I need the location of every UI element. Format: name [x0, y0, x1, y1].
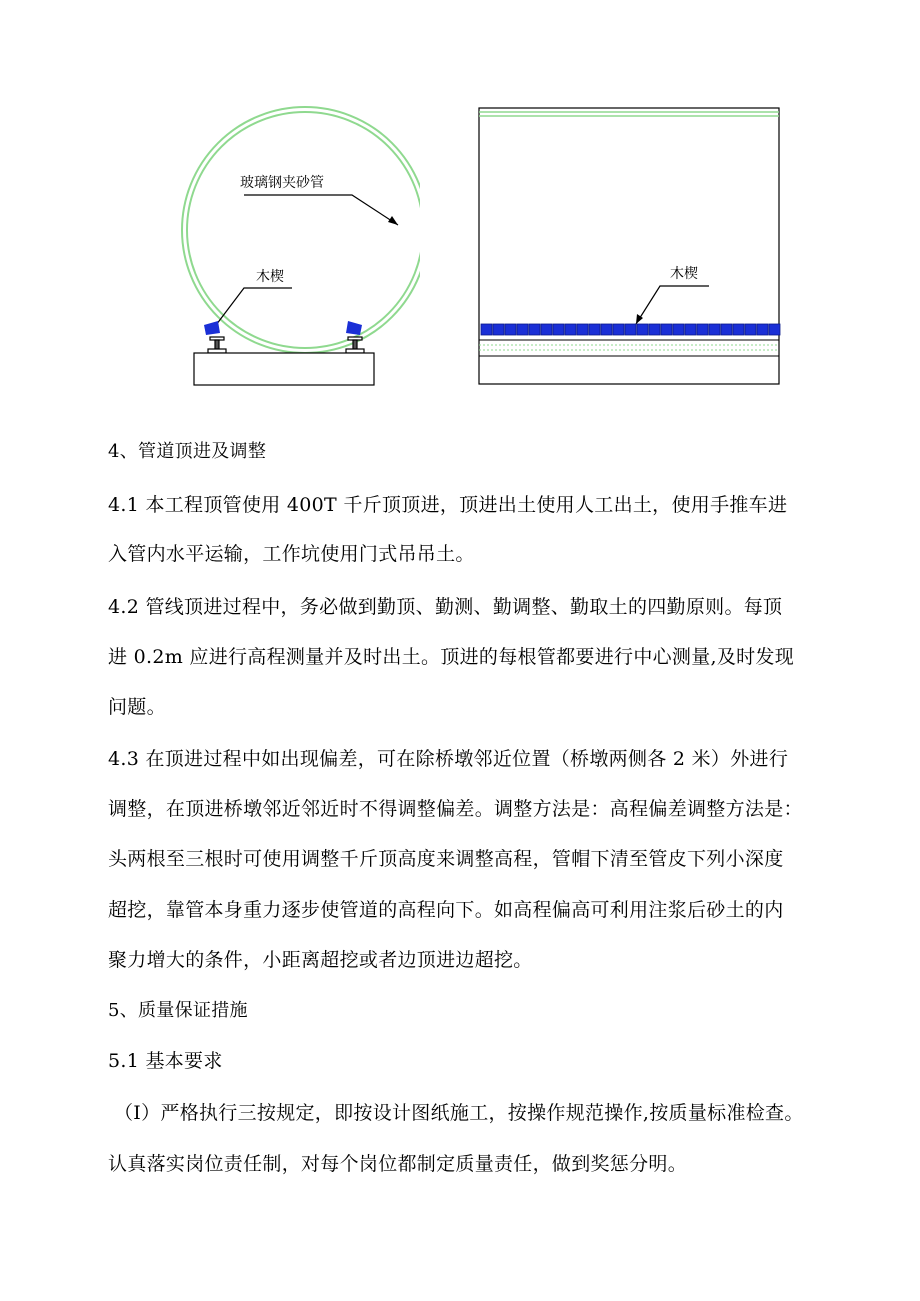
pipe-cross-section-figure: [180, 85, 420, 395]
wedge-block: [553, 324, 564, 335]
wedge-leader-line-right: [636, 286, 709, 324]
para-4-3-line-3: 头两根至三根时可使用调整千斤顶高度来调整高程，管帽下清至管皮下列小深度: [108, 848, 784, 870]
wedge-block: [505, 324, 516, 335]
rail-left: [208, 337, 226, 353]
para-4-2-line-2: 进 0.2m 应进行高程测量并及时出土。顶进的每根管都要进行中心测量,及时发现: [108, 646, 795, 668]
wedge-block: [757, 324, 768, 335]
wedge-block: [661, 324, 672, 335]
wedge-block: [709, 324, 720, 335]
wedge-block: [577, 324, 588, 335]
wedge-label-right: 木楔: [670, 266, 698, 282]
wedge-block: [601, 324, 612, 335]
para-4-3-line-5: 聚力增大的条件，小距离超挖或者边顶进边超挖。: [108, 949, 533, 971]
para-4-2-line-3: 问题。: [108, 696, 166, 718]
wedge-block: [685, 324, 696, 335]
wedge-block: [721, 324, 732, 335]
wedge-block: [625, 324, 636, 335]
wedge-block: [589, 324, 600, 335]
wedge-block: [565, 324, 576, 335]
para-4-2-line-1: 4.2 管线顶进过程中，务必做到勤顶、勤测、勤调整、勤取土的四勤原则。每顶: [108, 596, 783, 618]
para-4-3-line-1: 4.3 在顶进过程中如出现偏差，可在除桥墩邻近位置（桥墩两侧各 2 米）外进行: [108, 748, 789, 770]
para-4-1-line-2: 入管内水平运输，工作坑使用门式吊吊土。: [108, 543, 475, 565]
frame: [479, 108, 779, 384]
wedge-block: [493, 324, 504, 335]
section-5-1-heading: 5.1 基本要求: [108, 1050, 223, 1072]
pipe-label: 玻璃钢夹砂管: [240, 175, 324, 191]
wedge-block: [481, 324, 492, 335]
wedge-block: [541, 324, 552, 335]
wedge-block: [529, 324, 540, 335]
para-5-1-line-1: （I）严格执行三按规定，即按设计图纸施工，按操作规范操作,按质量标准检查。: [114, 1102, 804, 1124]
wedge-row: [481, 324, 780, 335]
para-4-3-line-2: 调整，在顶进桥墩邻近邻近时不得调整偏差。调整方法是：高程偏差调整方法是：: [108, 798, 803, 820]
wedge-block: [769, 324, 780, 335]
pipe-leader-line: [244, 195, 398, 225]
wedge-block: [673, 324, 684, 335]
wedge-block: [697, 324, 708, 335]
wedge-block: [637, 324, 648, 335]
section-5-heading: 5、质量保证措施: [108, 1000, 248, 1021]
section-4-heading: 4、管道顶进及调整: [108, 441, 267, 462]
pipe-leader-arrow: [388, 216, 398, 225]
pipe-longitudinal-figure: [474, 100, 784, 390]
wedge-block: [613, 324, 624, 335]
wedge-block: [517, 324, 528, 335]
wedge-leader-line-left: [210, 288, 292, 333]
wedge-left: [204, 321, 220, 335]
wedge-block: [649, 324, 660, 335]
para-5-1-line-2: 认真落实岗位责任制，对每个岗位都制定质量责任，做到奖惩分明。: [108, 1153, 688, 1175]
wedge-right: [346, 321, 362, 335]
para-4-1-line-1: 4.1 本工程顶管使用 400T 千斤顶顶进，顶进出土使用人工出土，使用手推车进: [108, 494, 788, 516]
base-block: [194, 353, 374, 385]
para-4-3-line-4: 超挖，靠管本身重力逐步使管道的高程向下。如高程偏高可利用注浆后砂土的内: [108, 899, 784, 921]
wedge-block: [733, 324, 744, 335]
pipe-inner-ring: [187, 112, 420, 348]
wedge-block: [745, 324, 756, 335]
wedge-label-left: 木楔: [256, 269, 284, 285]
